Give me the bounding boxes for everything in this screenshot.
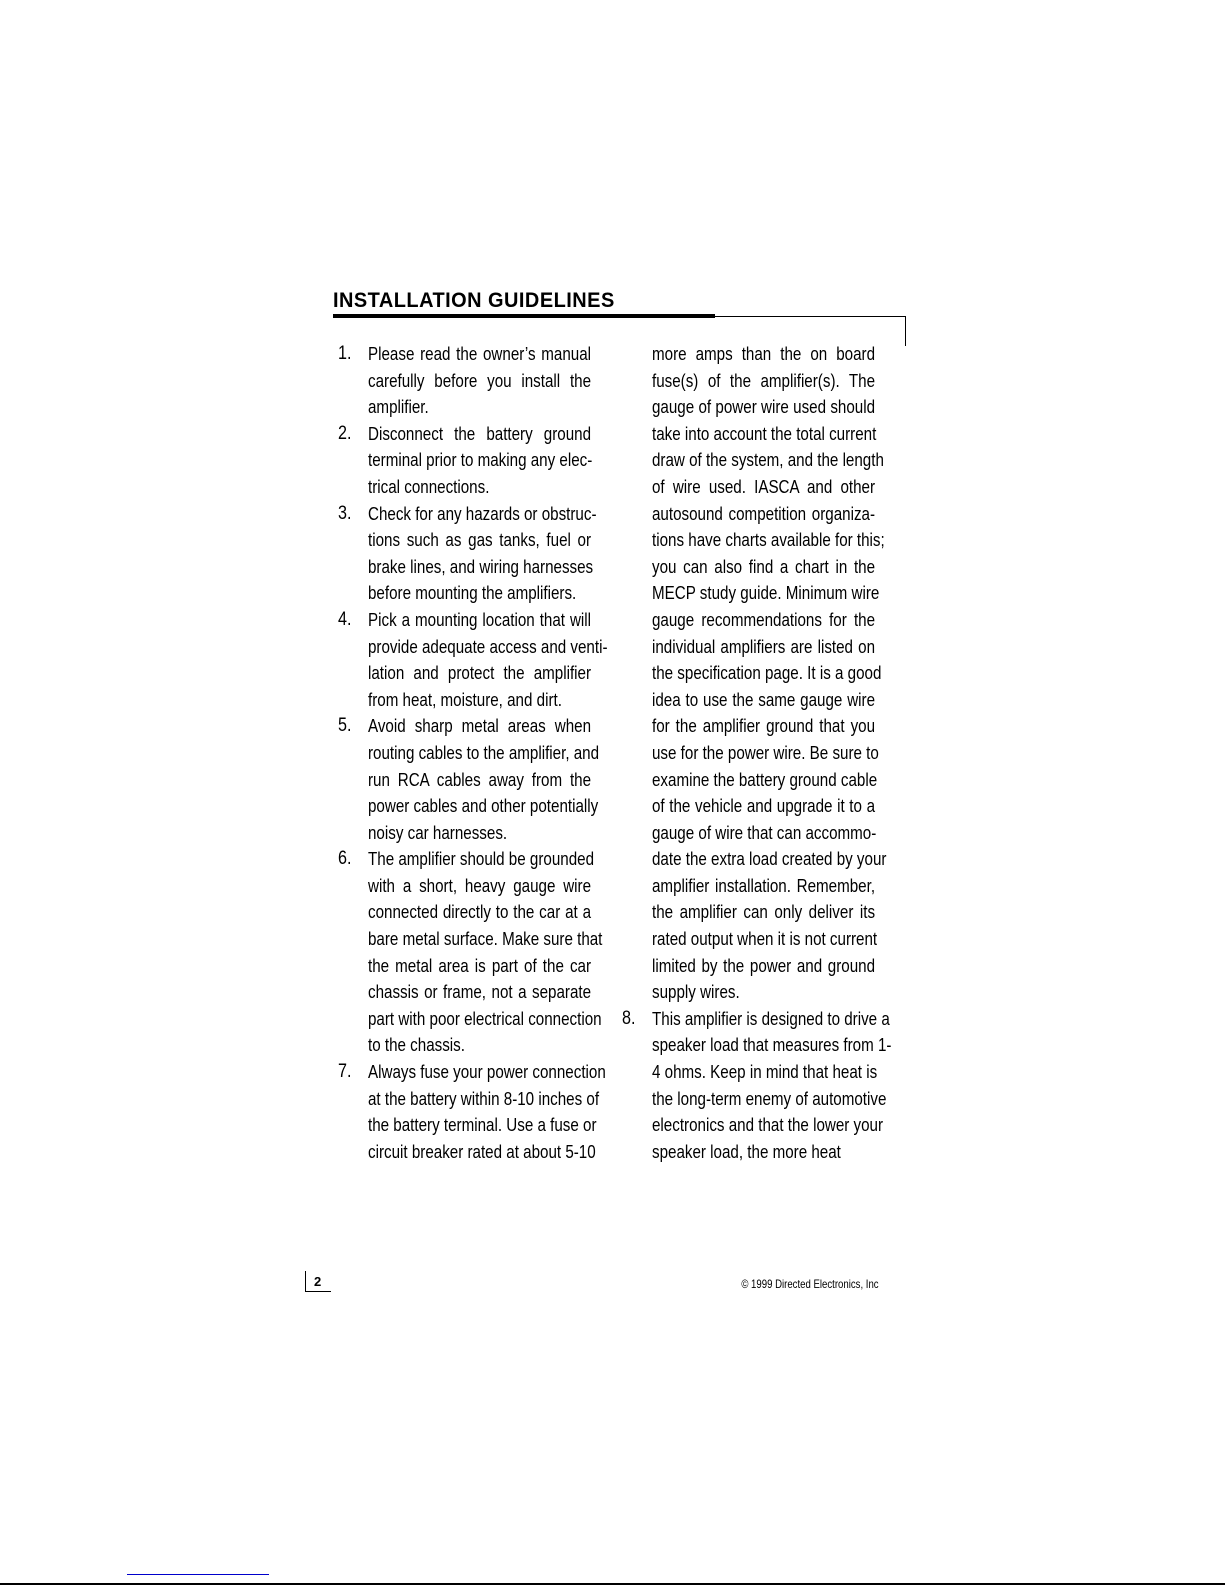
list-item	[338, 421, 640, 501]
text-line: more amps than the on board	[652, 343, 876, 364]
text-line: of wire used. IASCA and other	[652, 475, 876, 497]
text-line: the long-term enemy of automotive	[652, 1087, 887, 1109]
text-line: bare metal surface. Make sure that	[368, 928, 603, 950]
text-line: electronics and that the lower your	[652, 1114, 884, 1136]
text-line: the battery terminal. Use a fuse or	[368, 1114, 597, 1136]
column-right	[622, 341, 924, 1165]
text-line: for the amplifier ground that you	[652, 715, 876, 737]
text-line: individual amplifiers are listed on	[652, 635, 876, 657]
text-line: power cables and other potentially	[368, 795, 599, 817]
list-item	[338, 501, 640, 607]
list-number: 6.	[338, 848, 352, 870]
list-number: 7.	[338, 1061, 352, 1083]
page-number: 2	[314, 1274, 322, 1289]
text-line: Disconnect the battery ground	[368, 422, 592, 444]
text-line: tions have charts available for this;	[652, 529, 885, 551]
list-item	[338, 607, 640, 713]
text-line: gauge of power wire used should	[652, 396, 876, 418]
text-line: take into account the total current	[652, 422, 877, 444]
text-line: speaker load that measures from 1-	[652, 1034, 892, 1056]
link-underline	[127, 1574, 269, 1575]
text-line: rated output when it is not current	[652, 928, 878, 950]
text-line: amplifier.	[368, 396, 429, 418]
page-title: INSTALLATION GUIDELINES	[333, 289, 615, 312]
header-rule	[715, 316, 905, 317]
text-line: Avoid sharp metal areas when	[368, 715, 592, 737]
text-line: speaker load, the more heat	[652, 1140, 841, 1162]
text-line: noisy car harnesses.	[368, 821, 508, 843]
text-line: the specification page. It is a good	[652, 662, 882, 684]
title-underline	[333, 314, 715, 318]
page-number-underline	[305, 1291, 331, 1292]
text-line: Check for any hazards or obstruc-	[368, 502, 597, 524]
text-line: the metal area is part of the car	[368, 954, 592, 976]
text-line: connected directly to the car at a	[368, 901, 592, 923]
text-line: The amplifier should be grounded	[368, 848, 595, 870]
text-line: terminal prior to making any elec-	[368, 449, 593, 471]
text-line: autosound competition organiza-	[652, 502, 876, 524]
text-line: circuit breaker rated at about 5-10	[368, 1140, 596, 1162]
text-line: This amplifier is designed to drive a	[652, 1007, 890, 1029]
text-line: gauge recommendations for the	[652, 608, 876, 630]
text-line: with a short, heavy gauge wire	[368, 874, 592, 896]
text-line: Please read the owner’s manual	[368, 343, 592, 364]
list-item	[622, 1006, 924, 1166]
text-line: trical connections.	[368, 475, 490, 497]
text-line: draw of the system, and the length	[652, 449, 884, 471]
text-line: lation and protect the amplifier	[368, 662, 592, 684]
page-number-bracket	[305, 1271, 306, 1292]
text-line: 4 ohms. Keep in mind that heat is	[652, 1061, 878, 1083]
text-line: you can also find a chart in the	[652, 555, 876, 577]
text-line: examine the battery ground cable	[652, 768, 878, 790]
text-line: gauge of wire that can accommo-	[652, 821, 877, 843]
list-number: 5.	[338, 715, 352, 737]
text-line: amplifier installation. Remember,	[652, 874, 876, 896]
text-line: provide adequate access and venti-	[368, 635, 608, 657]
text-line: of the vehicle and upgrade it to a	[652, 795, 876, 817]
list-item	[338, 713, 640, 846]
text-line: routing cables to the amplifier, and	[368, 741, 600, 763]
list-number: 3.	[338, 502, 352, 524]
list-item	[652, 341, 924, 1006]
text-line: fuse(s) of the amplifier(s). The	[652, 369, 876, 391]
list-number: 2.	[338, 422, 352, 444]
list-item	[338, 1059, 640, 1165]
column-left	[338, 341, 640, 1165]
text-line: Pick a mounting location that will	[368, 608, 592, 630]
text-line: the amplifier can only deliver its	[652, 901, 876, 923]
text-line: tions such as gas tanks, fuel or	[368, 529, 592, 551]
text-line: chassis or frame, not a separate	[368, 981, 592, 1003]
copyright: © 1999 Directed Electronics, Inc	[741, 1277, 879, 1291]
text-line: supply wires.	[652, 981, 740, 1003]
text-line: to the chassis.	[368, 1034, 465, 1056]
text-line: at the battery within 8-10 inches of	[368, 1087, 600, 1109]
text-line: from heat, moisture, and dirt.	[368, 688, 562, 710]
text-line: date the extra load created by your	[652, 848, 887, 870]
text-line: use for the power wire. Be sure to	[652, 741, 879, 763]
list-number: 1.	[338, 343, 352, 364]
text-line: brake lines, and wiring harnesses	[368, 555, 594, 577]
text-line: before mounting the amplifiers.	[368, 582, 577, 604]
text-line: Always fuse your power connection	[368, 1061, 606, 1083]
text-line: run RCA cables away from the	[368, 768, 592, 790]
text-line: limited by the power and ground	[652, 954, 876, 976]
text-line: part with poor electrical connection	[368, 1007, 602, 1029]
list-item	[338, 341, 640, 421]
text-line: MECP study guide. Minimum wire	[652, 582, 880, 604]
list-item	[338, 846, 640, 1059]
text-line: idea to use the same gauge wire	[652, 688, 876, 710]
list-number: 8.	[622, 1007, 636, 1029]
list-number: 4.	[338, 608, 352, 630]
text-line: carefully before you install the	[368, 369, 592, 391]
